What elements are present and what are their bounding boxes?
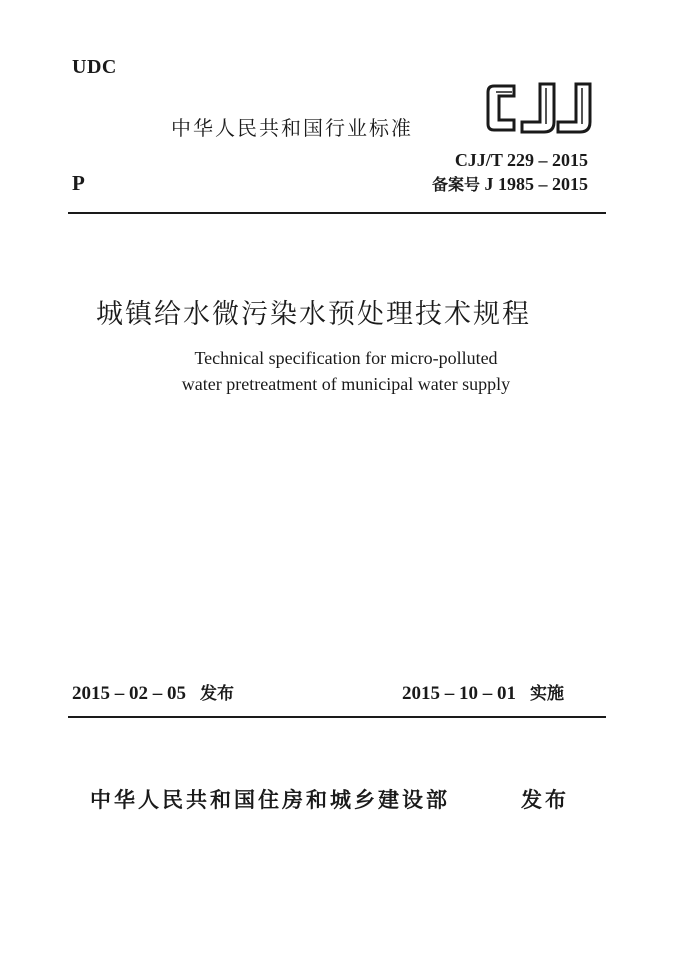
issue-date-block — [72, 679, 234, 705]
record-number-line — [432, 172, 588, 197]
issue-date: 2015 – 02 – 05 — [72, 683, 186, 704]
category-letter: P — [72, 171, 85, 195]
title-english-line2: water pretreatment of municipal water supply — [181, 374, 511, 394]
record-number: J 1985 – 2015 — [484, 174, 588, 194]
industry-standard-label: 中华人民共和国行业标准 — [171, 116, 413, 140]
bottom-divider — [68, 716, 606, 718]
top-divider — [68, 212, 606, 214]
effective-label: 实施 — [530, 684, 564, 704]
effective-date: 2015 – 10 – 01 — [402, 683, 516, 704]
record-prefix: 备案号 — [431, 175, 480, 194]
issuer-action: 发布 — [521, 788, 569, 812]
cjj-logo — [484, 80, 594, 136]
title-english-line1: Technical specification for micro-polluted — [194, 348, 498, 368]
standard-number: CJJ/T 229 – 2015 — [454, 150, 588, 170]
effective-date-block — [402, 679, 564, 705]
issue-label: 发布 — [200, 684, 234, 704]
issuer-name: 中华人民共和国住房和城乡建设部 — [90, 788, 450, 812]
title-chinese: 城镇给水微污染水预处理技术规程 — [96, 299, 531, 330]
title-english — [96, 345, 596, 397]
standard-code-block — [432, 148, 588, 197]
udc-label: UDC — [72, 56, 117, 78]
